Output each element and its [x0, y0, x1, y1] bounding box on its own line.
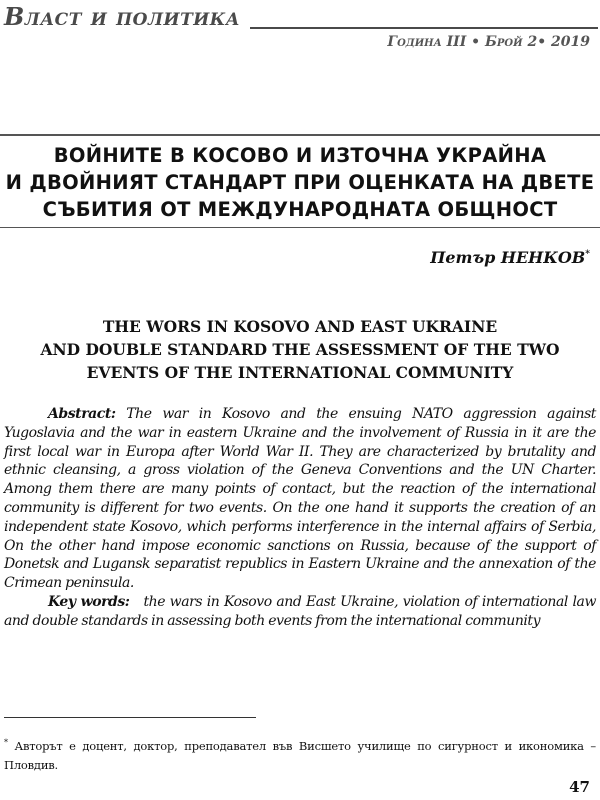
keywords-label: Key words:: [48, 593, 130, 610]
article-title-en-line: EVENTS OF THE INTERNATIONAL COMMUNITY: [86, 363, 514, 382]
author-name: Петър НЕНКОВ: [430, 248, 586, 267]
journal-title: Власт и политика: [4, 2, 241, 31]
author-footnote-mark: *: [585, 249, 590, 260]
title-top-rule: [0, 134, 600, 136]
article-title-bg-line: СЪБИТИЯ ОТ МЕЖДУНАРОДНАТА ОБЩНОСТ: [42, 198, 558, 221]
article-title-en-line: THE WORS IN KOSOVO AND EAST UKRAINE: [102, 317, 498, 336]
title-bottom-rule: [0, 227, 600, 228]
footnote-text: Авторът е доцент, доктор, преподавател във Висшето училище по сигурност и икономика – Пловдив.: [4, 738, 596, 772]
article-title-en-line: AND DOUBLE STANDARD THE ASSESSMENT OF THE TWO: [40, 340, 560, 359]
footnote-mark: *: [4, 738, 8, 747]
footnote: [4, 733, 596, 775]
article-title-bg: [0, 142, 600, 223]
author: [430, 248, 590, 267]
abstract-block: [4, 405, 596, 631]
abstract-label: Abstract:: [48, 406, 116, 422]
article-title-en: [0, 315, 600, 384]
article-title-bg-line: И ДВОЙНИЯТ СТАНДАРТ ПРИ ОЦЕНКАТА НА ДВЕТЕ: [5, 171, 595, 194]
keywords-paragraph: [4, 593, 596, 631]
abstract-paragraph: [4, 405, 596, 593]
footnote-rule: [4, 717, 256, 718]
header-rule: [250, 27, 598, 29]
abstract-text: The war in Kosovo and the ensuing NATO aggression against Yugoslavia and the war in eastern Ukraine and the involvement of Russia in it are the first local war in Europa after World War II. They are characterized by brutality and ethnic cleansing, a gross violation of the Geneva Conventions and the UN Charter. Among them there are many points of contact, but the reaction of the international community is different for two events. On the one hand it supports the creation of an independent state Kosovo, which performs interference in the internal affairs of Serbia, On the other hand impose economic sanctions on Russia, because of the support of Donetsk and Lugansk separatist republics in Eastern Ukraine and the annexation of the Crimean peninsula.: [4, 406, 596, 592]
page-number: 47: [569, 778, 590, 796]
issue-line: Година III • Брой 2• 2019: [387, 34, 590, 50]
article-title-bg-line: ВОЙНИТЕ В КОСОВО И ИЗТОЧНА УКРАЙНА: [53, 144, 547, 167]
keywords-text: the wars in Kosovo and East Ukraine, violation of international law and double standards in assessing both events from the international community: [4, 593, 596, 629]
